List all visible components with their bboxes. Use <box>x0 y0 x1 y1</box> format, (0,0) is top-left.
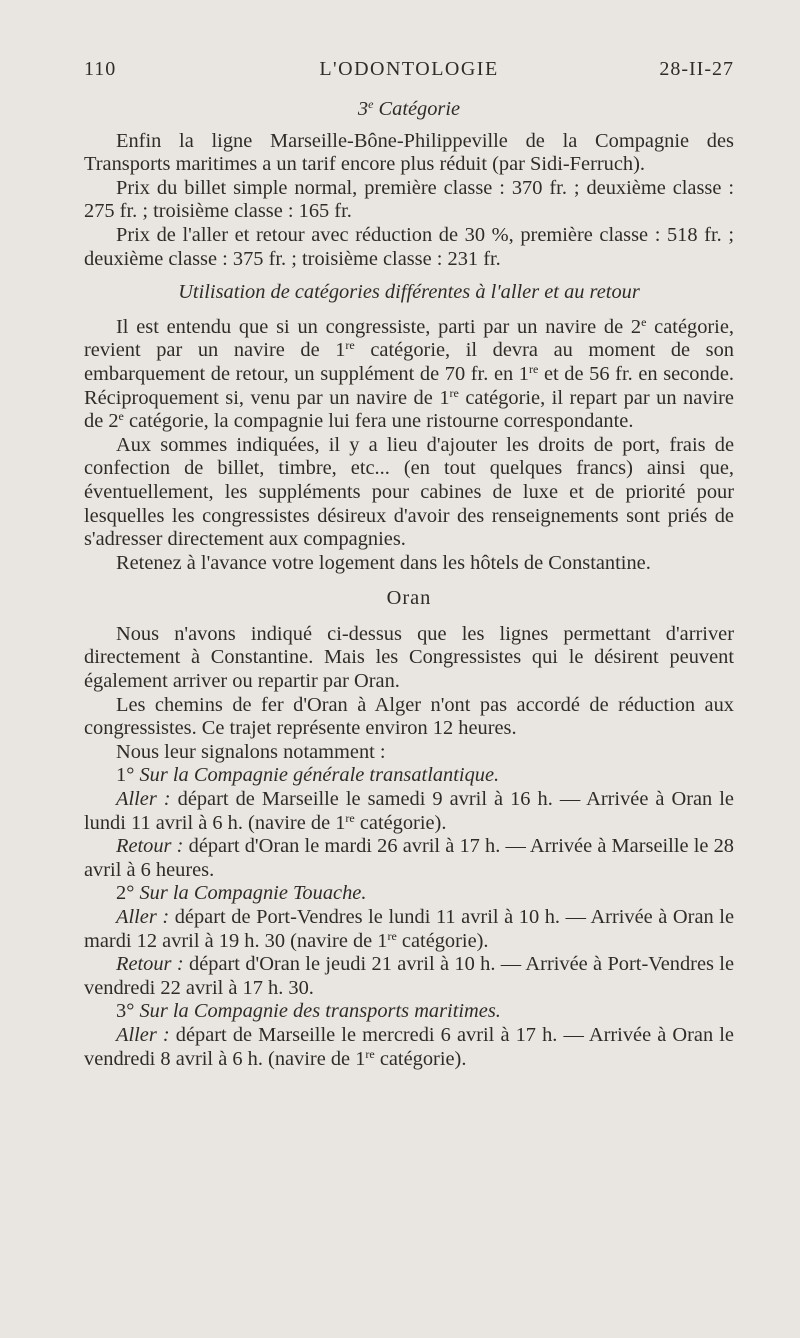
superscript: e <box>118 409 124 424</box>
schedule-line <box>84 906 734 953</box>
item-number: 3° <box>116 1000 135 1023</box>
superscript: e <box>641 314 647 329</box>
company-line <box>84 882 734 906</box>
schedule-line <box>84 788 734 835</box>
paragraph: Retenez à l'avance votre logement dans les hôtels de Constantine. <box>116 551 651 574</box>
company-line <box>84 764 734 788</box>
item-number: 1° <box>116 764 135 787</box>
section-heading-oran: Oran <box>386 587 432 610</box>
text-run: catégorie, il devra au moment de son embarquement de retour, un supplément de 70 fr. en 1 <box>84 339 734 385</box>
text-run: départ de Port-Vendres le lundi 11 avril à 10 h. — Arrivée à Oran le mardi 12 avril à 19 h. 30 (navire de 1 <box>84 906 734 952</box>
article-body <box>84 98 734 1071</box>
superscript: re <box>345 338 355 353</box>
paragraph: Les chemins de fer d'Oran à Alger n'ont pas accordé de réduction aux congressistes. Ce trajet représente environ 12 heures. <box>84 693 734 740</box>
company-name: Sur la Compagnie des transports maritimes. <box>139 1000 501 1023</box>
schedule-line <box>84 835 734 882</box>
paragraph: Prix du billet simple normal, première classe : 370 fr. ; deuxième classe : 275 fr. ; troisième classe : 165 fr. <box>84 176 734 223</box>
superscript: re <box>529 361 539 376</box>
text-run: catégorie). <box>396 929 489 952</box>
aller-label: Aller : <box>116 1023 170 1046</box>
text-run: départ de Marseille le mercredi 6 avril à 17 h. — Arrivée à Oran le vendredi 8 avril à 6 h. (navire de 1 <box>84 1023 734 1070</box>
section-heading-utilisation: Utilisation de catégories différentes à l'aller et au retour <box>178 281 640 304</box>
text-run: catégorie, revient par un navire de 1 <box>84 315 734 362</box>
heading-word: Catégorie <box>378 98 461 120</box>
paragraph: Prix de l'aller et retour avec réduction de 30 %, première classe : 518 fr. ; deuxième classe : 375 fr. ; troisième classe : 231 fr. <box>84 223 734 270</box>
heading-superscript: e <box>368 97 374 111</box>
paragraph <box>84 316 734 434</box>
company-line <box>84 1000 734 1024</box>
paragraph: Nous leur signalons notamment : <box>116 740 386 763</box>
text-run: catégorie). <box>354 811 447 834</box>
journal-title: L'ODONTOLOGIE <box>319 58 499 80</box>
aller-label: Aller : <box>116 788 171 811</box>
heading-number: 3 <box>357 98 369 120</box>
text-run: départ de Marseille le samedi 9 avril à 16 h. — Arrivée à Oran le lundi 11 avril à 6 h. (navire de 1 <box>84 788 734 834</box>
text-run: catégorie, la compagnie lui fera une ristourne correspondante. <box>123 410 634 433</box>
text-run: catégorie). <box>374 1047 467 1070</box>
company-name: Sur la Compagnie Touache. <box>139 882 367 905</box>
paragraph: Aux sommes indiquées, il y a lieu d'ajouter les droits de port, frais de confection de billet, timbre, etc... (en tout quelques francs) ainsi que, éventuellement, les suppléments pour cabines de luxe et de priorité pour lesquelles les congressistes désireux d'avoir des renseignements sont priés de s'adresser directement aux compagnies. <box>84 433 734 551</box>
issue-date: 28-II-27 <box>659 58 734 80</box>
schedule-line <box>84 1024 734 1071</box>
text-run: départ d'Oran le jeudi 21 avril à 10 h. — Arrivée à Port-Vendres le vendredi 22 avril à 17 h. 30. <box>84 953 734 999</box>
retour-label: Retour : <box>116 835 184 858</box>
superscript: re <box>345 810 355 825</box>
page-number: 110 <box>84 58 117 80</box>
text-run: départ d'Oran le mardi 26 avril à 17 h. — Arrivée à Marseille le 28 avril à 6 heures. <box>84 835 734 881</box>
item-number: 2° <box>116 882 135 905</box>
paragraph: Nous n'avons indiqué ci-dessus que les lignes permettant d'arriver directement à Constantine. Mais les Congressistes qui le désirent peuvent également arriver ou repartir par Oran. <box>84 622 734 693</box>
section-heading-third-category <box>84 98 734 122</box>
running-header <box>84 58 734 88</box>
company-name: Sur la Compagnie générale transatlantique. <box>139 764 500 787</box>
superscript: re <box>449 385 459 400</box>
schedule-line <box>84 953 734 1000</box>
paragraph: Enfin la ligne Marseille-Bône-Philippeville de la Compagnie des Transports maritimes a un tarif encore plus réduit (par Sidi-Ferruch). <box>84 129 734 176</box>
retour-label: Retour : <box>116 953 184 976</box>
aller-label: Aller : <box>116 906 170 928</box>
superscript: re <box>365 1046 375 1061</box>
superscript: re <box>387 928 397 943</box>
text-run: Il est entendu que si un congressiste, parti par un navire de 2 <box>116 315 642 338</box>
text-run: et de 56 fr. en seconde. Réciproquement si, venu par un navire de 1 <box>84 362 734 409</box>
text-run: catégorie, il repart par un navire de 2 <box>84 386 734 433</box>
